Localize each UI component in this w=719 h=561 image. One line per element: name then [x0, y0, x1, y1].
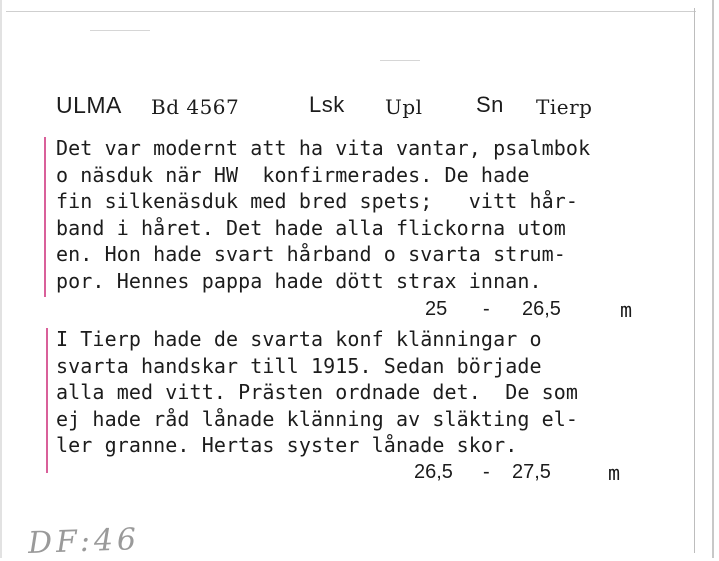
text-line: o näsduk när HW konfirmerades. De hade [56, 162, 530, 187]
range-dash: - [483, 461, 490, 483]
range-unit: m [608, 461, 621, 485]
text-line: fin silkenäsduk med bred spets; vitt hår- [56, 189, 579, 213]
parish-label: Sn [476, 92, 504, 117]
margin-mark-section-2 [46, 328, 48, 473]
text-line: alla med vitt. Prästen ordnade det. De som [56, 380, 579, 404]
range-start: 25 [425, 298, 448, 320]
card-right-edge [694, 8, 695, 553]
card-top-edge [6, 11, 696, 12]
parish-value: Tierp [536, 95, 593, 119]
scan-border [712, 0, 714, 558]
range-start: 26,5 [414, 461, 453, 483]
scan-artifact [380, 60, 420, 61]
archive-name: ULMA [56, 92, 122, 118]
scan-artifact [90, 30, 150, 31]
volume-number: Bd 4567 [151, 95, 240, 119]
range-unit: m [620, 298, 633, 322]
margin-mark-section-1 [44, 137, 46, 297]
pencil-annotation: DF:46 [27, 522, 141, 561]
province-value: Upl [385, 95, 423, 119]
text-line: en. Hon hade svart hårband o svarta strum- [56, 242, 566, 266]
text-line: Det var modernt att ha vita vantar, psalmbok [56, 136, 591, 160]
section-1-text [56, 135, 590, 294]
text-line: svarta handskar till 1915. Sedan började [56, 353, 542, 378]
range-end: 26,5 [522, 298, 561, 320]
text-line: ej hade råd lånade klänning av släkting el- [56, 406, 579, 431]
section-2-text [56, 326, 578, 459]
text-line: por. Hennes pappa hade dött strax innan. [56, 268, 542, 293]
card-left-edge [0, 0, 2, 558]
range-end: 27,5 [512, 461, 551, 483]
text-line: ler granne. Hertas syster lånade skor. [56, 433, 518, 457]
county-label: Lsk [309, 92, 345, 117]
range-dash: - [483, 298, 490, 320]
text-line: band i håret. Det hade alla flickorna utom [56, 215, 566, 240]
text-line: I Tierp hade de svarta konf klänningar o [56, 327, 542, 351]
